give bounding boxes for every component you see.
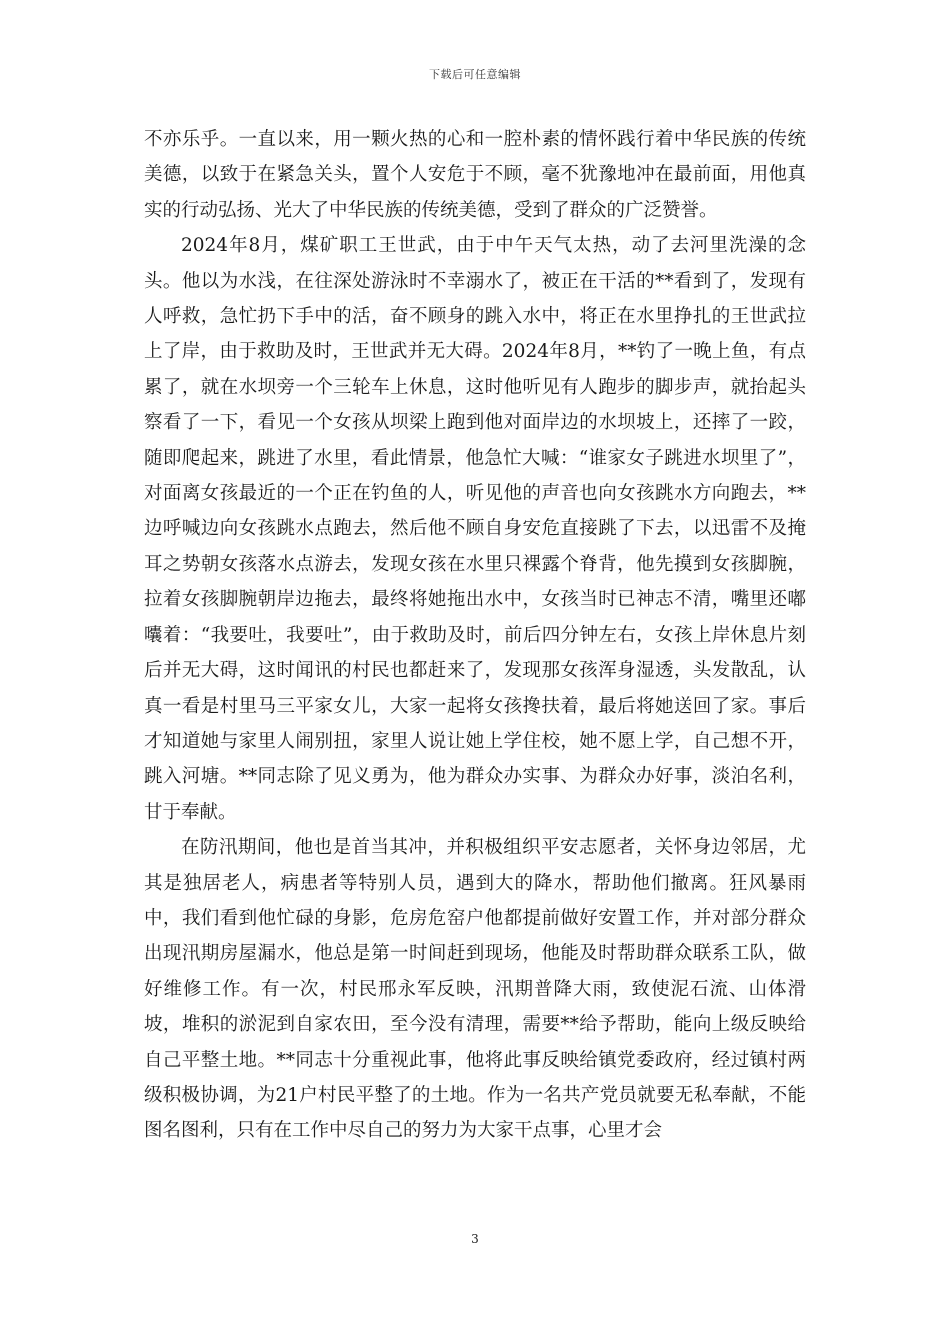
page-number: 3 <box>471 1232 479 1246</box>
document-body <box>144 122 806 1149</box>
paragraph-rescue-story: 2024年8月，煤矿职工王世武，由于中午天气太热，动了去河里洗澡的念头。他以为水浅，在往深处游泳时不幸溺水了，被正在干活的**看到了，发现有人呼救，急忙扔下手中的活，奋不顾身的跳入水中，将正在水里挣扎的王世武拉上了岸，由于救助及时，王世武并无大碍。2024年8月，**钓了一晚上鱼，有点累了，就在水坝旁一个三轮车上休息，这时他听见有人跑步的脚步声，就抬起头察看了一下，看见一个女孩从坝梁上跑到他对面岸边的水坝坡上，还摔了一跤，随即爬起来，跳进了水里，看此情景，他急忙大喊：“谁家女子跳进水坝里了”，对面离女孩最近的一个正在钓鱼的人，听见他的声音也向女孩跳水方向跑去，**边呼喊边向女孩跳水点跑去，然后他不顾自身安危直接跳了下去，以迅雷不及掩耳之势朝女孩落水点游去，发现女孩在水里只裸露个脊背，他先摸到女孩脚腕，拉着女孩脚腕朝岸边拖去，最终将她拖出水中，女孩当时已神志不清，嘴里还嘟囔着：“我要吐，我要吐”，由于救助及时，前后四分钟左右，女孩上岸休息片刻后并无大碍，这时闻讯的村民也都赶来了，发现那女孩浑身湿透，头发散乱，认真一看是村里马三平家女儿，大家一起将女孩搀扶着，最后将她送回了家。事后才知道她与家里人闹别扭，家里人说让她上学住校，她不愿上学，自己想不开，跳入河塘。**同志除了见义勇为，他为群众办实事、为群众办好事，淡泊名利，甘于奉献。 <box>144 235 806 823</box>
page-header: 下载后可任意编辑 <box>429 68 521 81</box>
paragraph-flood-season: 在防汛期间，他也是首当其冲，并积极组织平安志愿者，关怀身边邻居，尤其是独居老人，病患者等特别人员，遇到大的降水，帮助他们撤离。狂风暴雨中，我们看到他忙碌的身影，危房危窑户他都提前做好安置工作，并对部分群众出现汛期房屋漏水，他总是第一时间赶到现场，他能及时帮助群众联系工队，做好维修工作。有一次，村民邢永军反映，汛期普降大雨，致使泥石流、山体滑坡，堆积的淤泥到自家农田，至今没有清理，需要**给予帮助，能向上级反映给自己平整土地。**同志十分重视此事，他将此事反映给镇党委政府，经过镇村两级积极协调，为21户村民平整了的土地。作为一名共产党员就要无私奉献，不能图名图利，只有在工作中尽自己的努力为大家干点事，心里才会 <box>144 837 806 1142</box>
paragraph-continuation: 不亦乐乎。一直以来，用一颗火热的心和一腔朴素的情怀践行着中华民族的传统美德，以致于在紧急关头，置个人安危于不顾，毫不犹豫地冲在最前面，用他真实的行动弘扬、光大了中华民族的传统美德，受到了群众的广泛赞誉。 <box>144 129 806 221</box>
